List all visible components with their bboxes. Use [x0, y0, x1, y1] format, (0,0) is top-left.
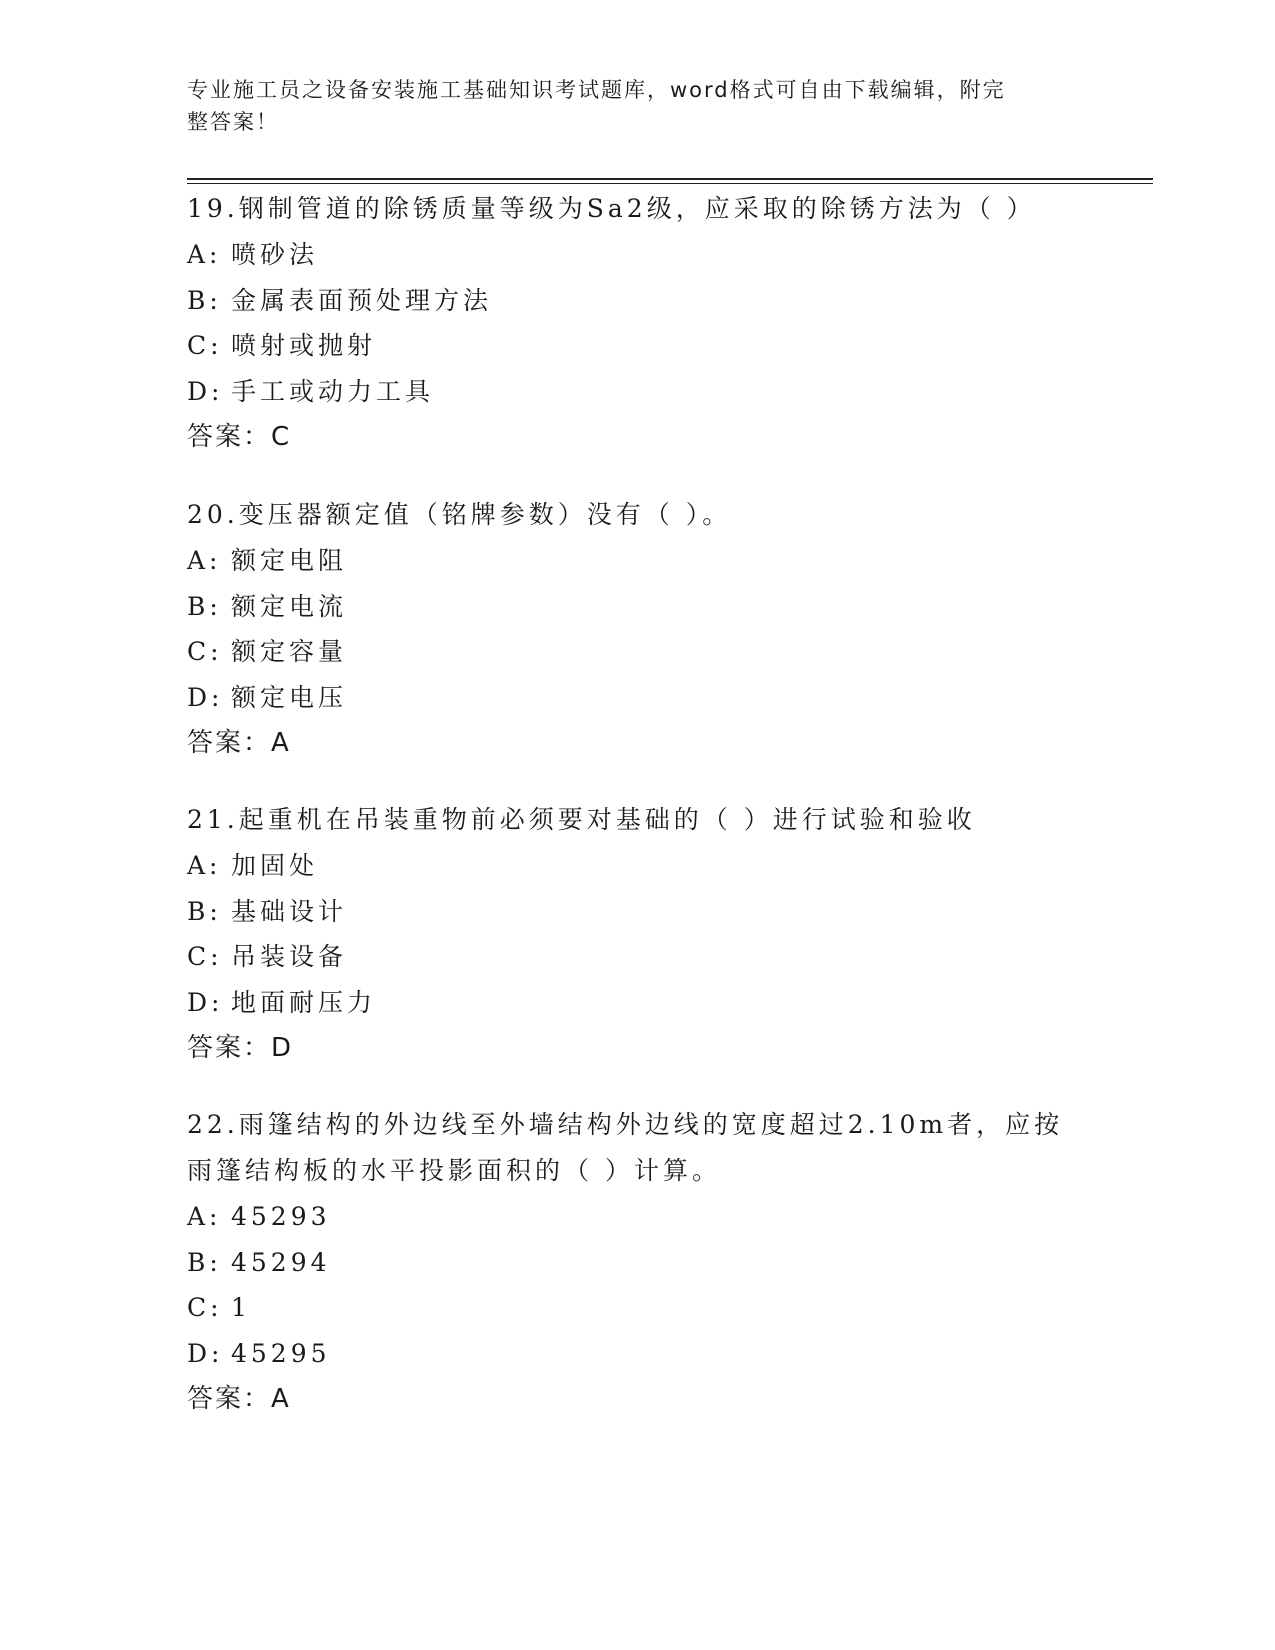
option-d [187, 1331, 1067, 1377]
header-divider-thin [187, 183, 1153, 184]
option-a [187, 538, 1087, 584]
option-text: 1 [231, 1293, 251, 1322]
question-text: 20.变压器额定值（铭牌参数）没有（ ）。 [187, 500, 732, 529]
option-text: 45293 [231, 1202, 331, 1231]
option-d [187, 369, 1087, 415]
option-letter: C: [187, 942, 223, 971]
option-letter: A: [187, 546, 222, 575]
option-a [187, 843, 1087, 889]
option-text: 额定容量 [231, 637, 348, 666]
question-20 [187, 492, 1087, 766]
option-c [187, 934, 1087, 980]
header-divider-thick [187, 178, 1153, 180]
question-21 [187, 797, 1087, 1071]
option-text: 45295 [231, 1338, 331, 1368]
header-note-line-2: 整答案！ [187, 110, 279, 134]
option-letter: A: [187, 1202, 222, 1231]
option-text: 地面耐压力 [231, 987, 377, 1017]
option-text: 45294 [231, 1247, 331, 1277]
header-note [187, 74, 1067, 138]
option-text: 额定电阻 [231, 546, 348, 575]
option-text: 喷砂法 [231, 240, 319, 269]
option-letter: B: [187, 1247, 222, 1277]
option-text: 额定电压 [231, 682, 348, 712]
option-letter: C: [187, 637, 223, 666]
option-letter: A: [187, 851, 222, 880]
option-letter: D: [187, 1338, 224, 1368]
option-letter: A: [187, 240, 222, 269]
option-letter: B: [187, 285, 222, 315]
question-19 [187, 186, 1087, 460]
option-letter: D: [187, 376, 224, 406]
option-letter: B: [187, 591, 222, 621]
option-letter: C: [187, 1293, 223, 1322]
option-text: 额定电流 [231, 591, 348, 621]
option-letter: D: [187, 682, 224, 712]
question-text: 21.起重机在吊装重物前必须要对基础的（ ）进行试验和验收 [187, 805, 976, 834]
answer-line: 答案：A [187, 1384, 291, 1414]
answer-line: 答案：D [187, 1033, 294, 1063]
option-text: 基础设计 [231, 896, 348, 926]
option-text: 吊装设备 [231, 942, 348, 971]
option-text: 喷射或抛射 [231, 331, 377, 360]
option-a [187, 232, 1087, 278]
option-b [187, 889, 1087, 935]
option-c [187, 629, 1087, 675]
question-text: 22.雨篷结构的外边线至外墙结构外边线的宽度超过2.10m者，应按雨篷结构板的水平投影面积的（ ）计算。 [187, 1110, 1064, 1185]
option-a [187, 1194, 1067, 1240]
option-b [187, 1240, 1067, 1286]
option-d [187, 675, 1087, 721]
question-text: 19.钢制管道的除锈质量等级为Sa2级，应采取的除锈方法为（ ） [187, 194, 1036, 223]
option-c [187, 1285, 1067, 1331]
option-c [187, 323, 1087, 369]
header-note-line-1: 专业施工员之设备安装施工基础知识考试题库，word格式可自由下载编辑，附完 [187, 78, 1006, 102]
option-letter: B: [187, 896, 222, 926]
answer-line: 答案：C [187, 422, 292, 452]
question-22 [187, 1102, 1067, 1422]
option-b [187, 584, 1087, 630]
option-letter: D: [187, 987, 224, 1017]
option-text: 金属表面预处理方法 [231, 285, 493, 315]
option-b [187, 278, 1087, 324]
option-d [187, 980, 1087, 1026]
option-text: 手工或动力工具 [231, 376, 435, 406]
answer-line: 答案：A [187, 728, 291, 758]
option-letter: C: [187, 331, 223, 360]
option-text: 加固处 [231, 851, 319, 880]
